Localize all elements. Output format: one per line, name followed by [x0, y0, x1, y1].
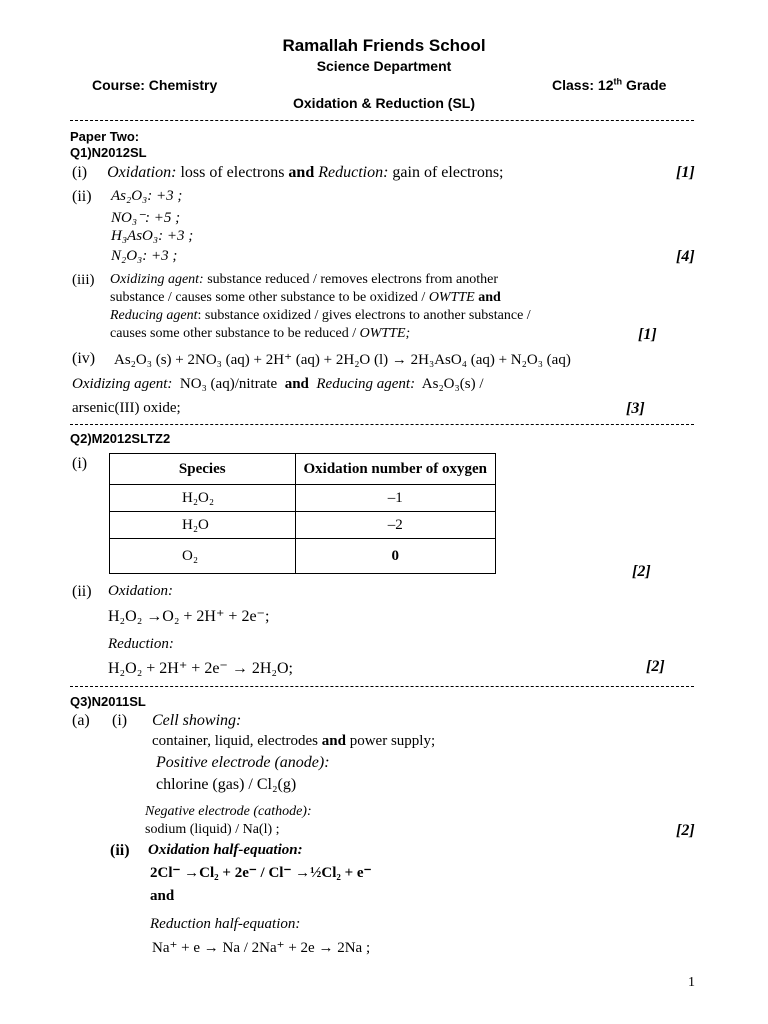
oxidation-table	[109, 453, 496, 574]
q1-ii-line-3: H₃AsO₃: +3 ;	[111, 228, 194, 244]
q1-iv-equation: As₂O₃ (s) + 2NO₃ (aq) + 2H⁺ (aq) + 2H₂O (l) → 2H₃AsO₄ (aq) + N₂O₃ (aq)	[114, 352, 571, 368]
q3-i-mark: [2]	[676, 822, 695, 839]
table-cell: H₂O	[110, 512, 296, 539]
q1-iii-num: (iii)	[72, 272, 95, 288]
q3-cell-desc: container, liquid, electrodes and power supply;	[152, 733, 436, 749]
q3-ox-half-eq: 2Cl⁻ →Cl₂ + 2e⁻ / Cl⁻ →½Cl₂ + e⁻	[150, 865, 372, 881]
table-row	[110, 512, 496, 539]
table-row	[110, 539, 496, 574]
q2-ii-mark: [2]	[646, 658, 665, 675]
q3-red-half-label: Reduction half-equation:	[150, 916, 301, 932]
q3-ii-num: (ii)	[110, 842, 130, 859]
q3-i-num: (i)	[112, 712, 128, 729]
q3-cell-label: Cell showing:	[152, 712, 242, 729]
q3-red-half-eq: Na⁺ + e → Na / 2Na⁺ + 2e → 2Na ;	[152, 940, 371, 956]
q3-and: and	[150, 888, 175, 904]
q3-ox-half-label: Oxidation half-equation:	[148, 842, 303, 858]
q2-ii-red-eq: H₂O₂ + 2H⁺ + 2e⁻ → 2H₂O;	[108, 660, 293, 677]
department: Science Department	[316, 58, 452, 74]
q1-ii-line-2: NO₃⁻: +5 ;	[111, 210, 181, 226]
q2-id: Q2)M2012SLTZ2	[70, 431, 171, 446]
table-cell: –2	[295, 512, 496, 539]
q3-neg-val: sodium (liquid) / Na(l) ;	[145, 822, 280, 837]
table-cell: –1	[295, 485, 496, 512]
table-cell: H₂O₂	[110, 485, 296, 512]
q2-ii-ox-eq: H₂O₂ →O₂ + 2H⁺ + 2e⁻;	[108, 608, 270, 625]
table-cell: O₂	[110, 539, 296, 574]
topic-title: Oxidation & Reduction (SL)	[293, 95, 475, 111]
divider	[70, 686, 694, 687]
table-header: Oxidation number of oxygen	[295, 454, 496, 485]
q2-ii-ox-label: Oxidation:	[108, 583, 173, 599]
table-row	[110, 485, 496, 512]
q2-ii-num: (ii)	[72, 583, 92, 600]
q1-iv-agents: Oxidizing agent: NO₃ (aq)/nitrate and Reducing agent: As₂O₃(s) /	[72, 376, 484, 392]
q1-ii-mark: [4]	[676, 248, 695, 265]
q1-ii-line-4: N₂O₃: +3 ;	[111, 248, 178, 264]
q1-i: (i) Oxidation: loss of electrons and Reduction: gain of electrons;	[72, 164, 504, 181]
q1-iii-line-1: Oxidizing agent: substance reduced / removes electrons from another	[110, 272, 498, 287]
course-label: Course: Chemistry	[92, 77, 218, 93]
divider	[70, 120, 694, 121]
q1-iv-num: (iv)	[72, 350, 96, 367]
table-header: Species	[110, 454, 296, 485]
paper-label: Paper Two:	[70, 129, 140, 144]
q2-i-mark: [2]	[632, 563, 651, 580]
q3-pos-val: chlorine (gas) / Cl₂(g)	[156, 776, 297, 793]
q1-iii-mark: [1]	[638, 326, 657, 343]
table-cell: 0	[295, 539, 496, 574]
school-name: Ramallah Friends School	[282, 36, 486, 55]
table-header-row	[110, 454, 496, 485]
q1-iv-mark: [3]	[626, 400, 645, 417]
q1-iii-line-2: substance / causes some other substance to be oxidized / OWTTE and	[110, 290, 501, 305]
q1-iv-line-2: arsenic(III) oxide;	[72, 400, 181, 416]
q1-i-mark: [1]	[676, 164, 695, 181]
q1-iii-line-4: causes some other substance to be reduced / OWTTE;	[110, 326, 411, 341]
q2-ii-red-label: Reduction:	[108, 636, 174, 652]
q3-neg-label: Negative electrode (cathode):	[145, 804, 312, 819]
q2-i-num: (i)	[72, 455, 88, 472]
q3-a-num: (a)	[72, 712, 90, 729]
q3-pos-label: Positive electrode (anode):	[156, 754, 330, 771]
page-number: 1	[688, 975, 695, 990]
q1-id: Q1)N2012SL	[70, 145, 147, 160]
q1-ii-line-1: As₂O₃: +3 ;	[111, 188, 183, 204]
divider	[70, 424, 694, 425]
q3-id: Q3)N2011SL	[70, 694, 146, 709]
q1-iii-line-3: Reducing agent: substance oxidized / gives electrons to another substance /	[110, 308, 531, 323]
q1-ii-num: (ii)	[72, 188, 92, 205]
class-label: Class: 12th Grade	[552, 76, 667, 93]
